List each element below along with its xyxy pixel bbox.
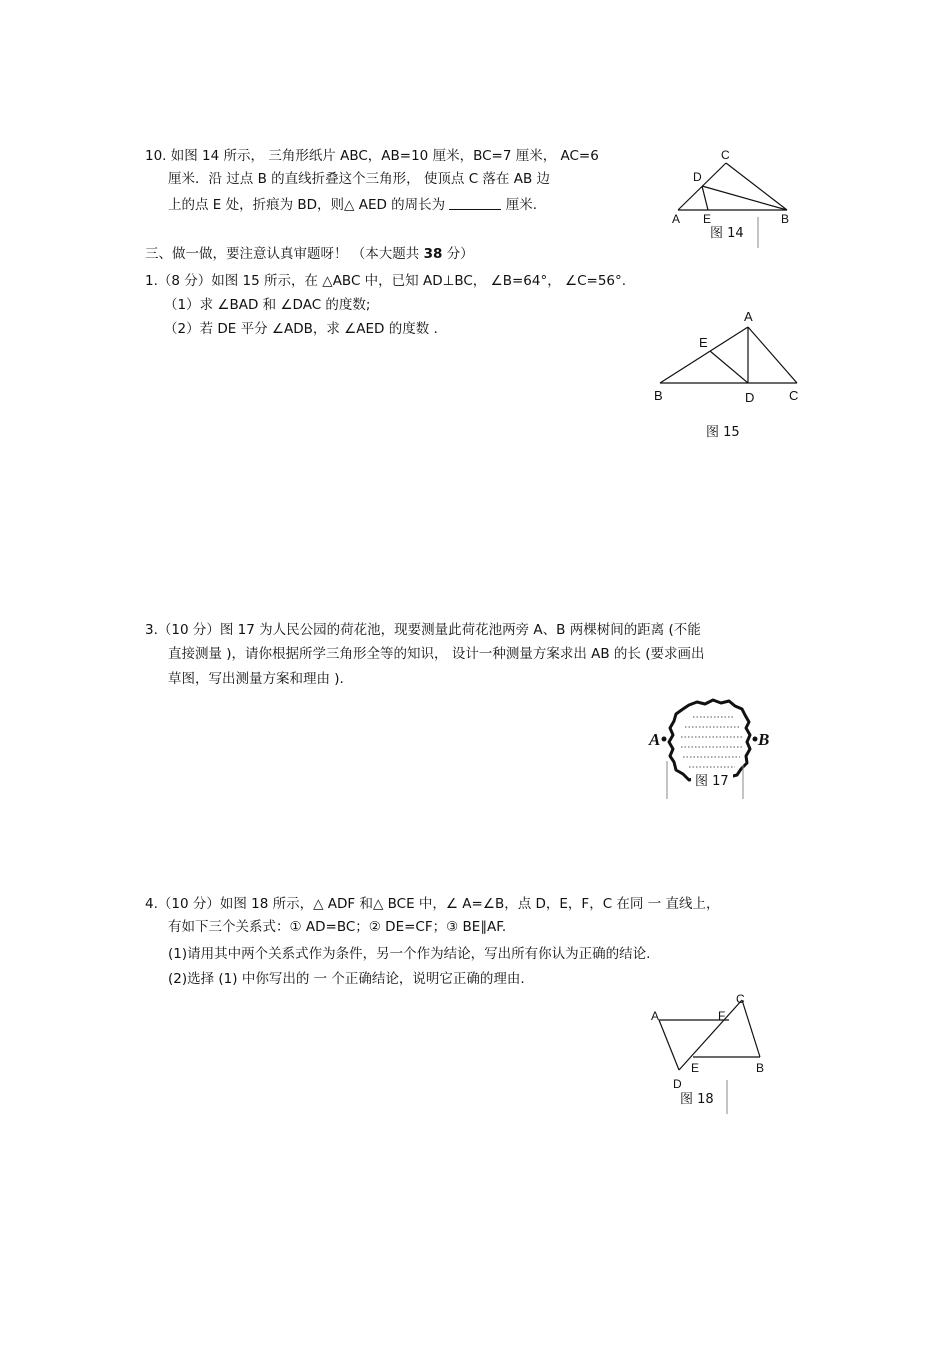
fig15-label-e: E	[699, 335, 708, 350]
q1-line-3: （2）若 DE 平分 ∠ADB，求 ∠AED 的度数 .	[164, 321, 438, 337]
fig17-tree-a	[662, 737, 667, 742]
q10-line-3-text: 上的点 E 处，折痕为 BD，则△ AED 的周长为	[168, 197, 446, 213]
fig17-tree-b	[753, 737, 758, 742]
fig17-label-a: A	[649, 730, 661, 749]
q1-line-1: 1.（8 分）如图 15 所示，在 △ABC 中，已知 AD⊥BC， ∠B=64°， ∠C=56°.	[145, 273, 627, 289]
fig15-label-a: A	[744, 309, 753, 324]
section-3-points: 38	[423, 246, 443, 262]
figure-15-diagram	[650, 305, 810, 445]
fig15-caption: 图 15	[706, 425, 740, 440]
figure-15	[650, 305, 810, 445]
fig15-side-ac	[748, 327, 797, 383]
fig18-label-c: C	[736, 992, 745, 1006]
fig14-caption: 图 14	[710, 226, 744, 241]
figure-18-diagram	[645, 988, 775, 1118]
fig14-segment-de	[702, 186, 708, 210]
q4-line-3: (1)请用其中两个关系式作为条件，另一个作为结论，写出所有你认为正确的结论.	[168, 946, 651, 962]
q1-line-2: （1）求 ∠BAD 和 ∠DAC 的度数;	[164, 297, 371, 313]
fig18-line-dc	[679, 1000, 742, 1070]
fig17-caption: 图 17	[695, 774, 729, 789]
fig15-label-d: D	[745, 390, 755, 405]
fig18-label-f: F	[718, 1009, 726, 1023]
fig14-label-b: B	[781, 212, 790, 226]
fig14-label-d: D	[693, 170, 702, 184]
q10-line-2: 厘米．沿 过点 B 的直线折叠这个三角形， 使顶点 C 落在 AB 边	[168, 171, 551, 187]
section-3-suffix: 分）	[446, 246, 474, 262]
figure-18	[645, 988, 775, 1118]
figure-14-diagram	[670, 145, 790, 245]
figure-14	[670, 145, 790, 245]
fig14-label-e: E	[703, 212, 712, 226]
q10-line-3-unit: 厘米.	[505, 197, 538, 213]
fig15-label-c: C	[789, 388, 799, 403]
section-3-heading	[145, 245, 474, 263]
fig15-bisector-de	[710, 351, 748, 383]
q4-line-4: (2)选择 (1) 中你写出的 一 个正确结论，说明它正确的理由.	[168, 971, 525, 987]
fig14-label-c: C	[721, 148, 730, 162]
answer-blank	[449, 197, 501, 210]
fig14-side-bc	[726, 163, 787, 210]
fig17-label-b: B	[758, 730, 770, 749]
q10-line-3	[168, 196, 537, 214]
fig18-label-e: E	[691, 1061, 700, 1075]
fig18-label-a: A	[651, 1009, 660, 1023]
q3-line-3: 草图，写出测量方案和理由 ).	[168, 671, 344, 687]
q3-line-1: 3.（10 分）图 17 为人民公园的荷花池，现要测量此荷花池两旁 A、B 两棵树间的距离 (不能	[145, 622, 701, 638]
fig18-segment-ad	[659, 1020, 679, 1070]
figure-17-diagram	[645, 695, 780, 800]
q4-line-1: 4.（10 分）如图 18 所示，△ ADF 和△ BCE 中，∠ A=∠B，点 D，E，F，C 在同 一 直线上，	[145, 896, 720, 912]
q4-line-2: 有如下三个关系式：① AD=BC；② DE=CF；③ BE∥AF.	[168, 919, 507, 935]
fig18-caption: 图 18	[680, 1092, 714, 1107]
fig15-label-b: B	[654, 388, 663, 403]
fig14-fold-bd	[702, 186, 787, 210]
q10-line-1: 10. 如图 14 所示， 三角形纸片 ABC，AB=10 厘米，BC=7 厘米， AC=6	[145, 148, 599, 164]
q3-line-2: 直接测量 )，请你根据所学三角形全等的知识， 设计一种测量方案求出 AB 的长 (要求画出	[168, 646, 705, 662]
section-3-prefix: 三、做一做，要注意认真审题呀！ （本大题共	[145, 246, 420, 262]
fig18-label-d: D	[673, 1077, 682, 1091]
figure-17	[645, 695, 780, 800]
fig18-segment-cb	[742, 1000, 760, 1057]
fig14-label-a: A	[672, 212, 681, 226]
fig18-label-b: B	[756, 1061, 765, 1075]
